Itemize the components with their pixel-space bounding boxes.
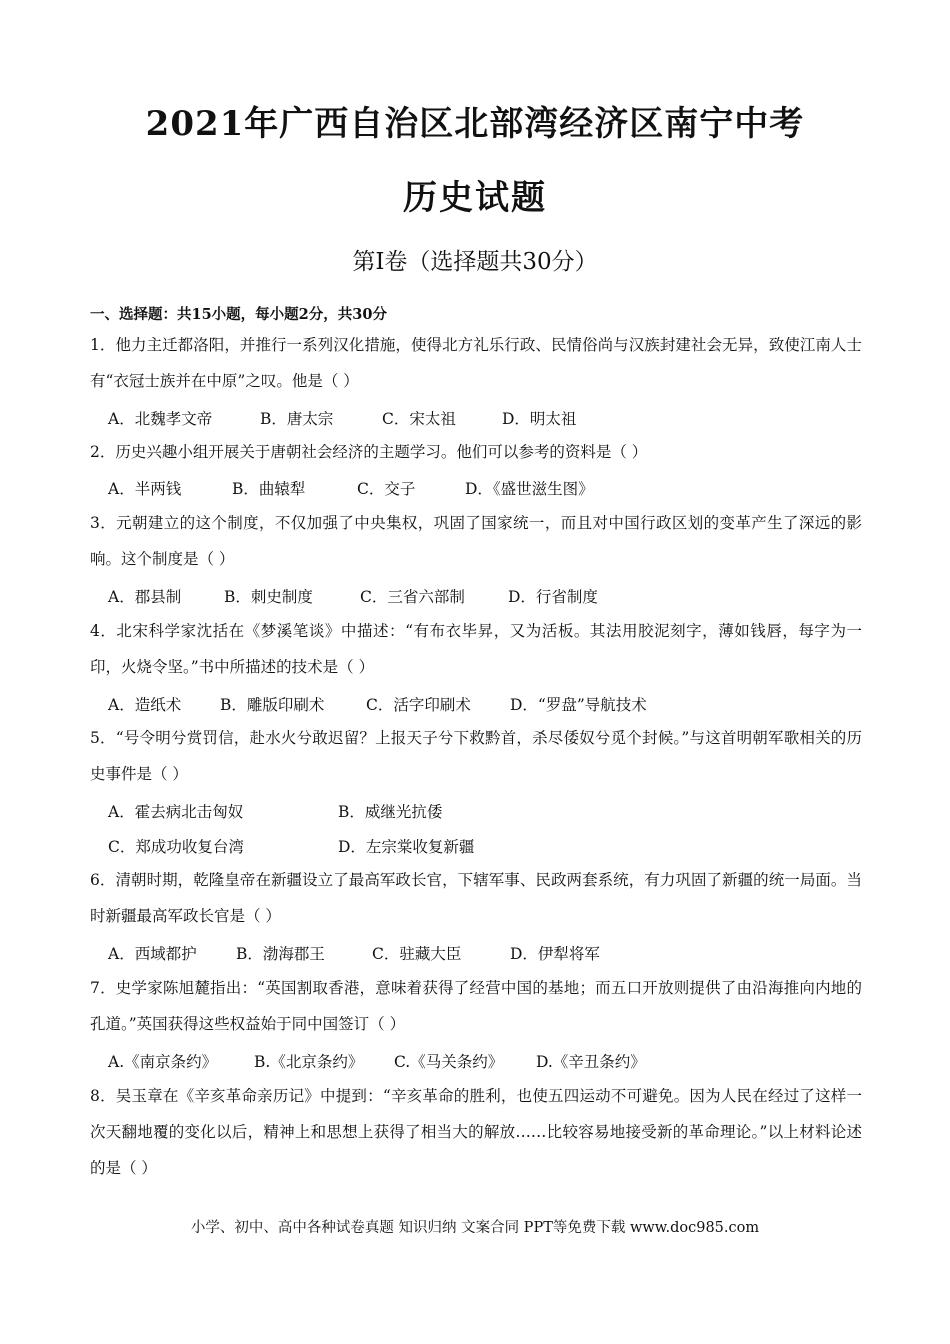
option: B．曲辕犁 xyxy=(232,480,306,498)
option: D.《辛丑条约》 xyxy=(536,1053,646,1071)
question-5-stem: 5．“号令明兮赏罚信，赴水火兮敢迟留？上报天子兮下救黔首，杀尽倭奴兮觅个封候。”与这首明朝军歌相关的历史事件是（ ） xyxy=(90,729,862,783)
option: A.《南京条约》 xyxy=(108,1053,218,1071)
option: C．交子 xyxy=(357,480,416,498)
option: C．郑成功收复台湾 xyxy=(108,838,244,856)
option: C.《马关条约》 xyxy=(394,1053,504,1071)
option: A．霍去病北击匈奴 xyxy=(108,803,244,821)
question-2-options xyxy=(108,477,594,499)
question-8-stem: 8．吴玉章在《辛亥革命亲历记》中提到：“辛亥革命的胜利，也使五四运动不可避免。因为人民在经过了这样一次天翻地覆的变化以后，精神上和思想上获得了相当大的解放……比较容易地接受新的革命理论。”以上材料论述的是（ ） xyxy=(90,1087,862,1177)
option: D．行省制度 xyxy=(508,588,598,606)
question-5-options-row-1 xyxy=(108,800,442,822)
option: B．刺史制度 xyxy=(224,588,313,606)
exam-title: 2021年广西自治区北部湾经济区南宁中考 xyxy=(145,104,805,144)
question-2-stem: 2．历史兴趣小组开展关于唐朝社会经济的主题学习。他们可以参考的资料是（ ） xyxy=(90,443,648,461)
option: C．驻藏大臣 xyxy=(372,945,462,963)
option: A．造纸术 xyxy=(108,696,182,714)
option: B．雕版印刷术 xyxy=(220,696,325,714)
option: B.《北京条约》 xyxy=(254,1053,364,1071)
section-heading: 一、选择题：共15小题，每小题2分，共30分 xyxy=(90,306,387,323)
question-1-options xyxy=(108,407,576,429)
option: D．“罗盘”导航技术 xyxy=(510,696,647,714)
option: C．宋太祖 xyxy=(382,410,456,428)
option: B．威继光抗倭 xyxy=(338,803,443,821)
option: D．伊犁将军 xyxy=(510,945,600,963)
question-4-stem: 4．北宋科学家沈括在《梦溪笔谈》中描述：“有布衣毕昇，又为活板。其法用胶泥刻字，薄如钱唇，每字为一印，火烧令坚。”书中所描述的技术是（ ） xyxy=(90,622,862,676)
option: A．郡县制 xyxy=(108,588,182,606)
option: D．左宗棠收复新疆 xyxy=(338,838,475,856)
option: D．《盛世滋生图》 xyxy=(465,480,594,498)
question-7-options xyxy=(108,1050,646,1072)
question-7-stem: 7．史学家陈旭麓指出：“英国割取香港，意味着获得了经营中国的基地；而五口开放则提供了由沿海推向内地的孔道。”英国获得这些权益始于同中国签订（ ） xyxy=(90,979,862,1033)
question-3-stem: 3．元朝建立的这个制度，不仅加强了中央集权，巩固了国家统一，而且对中国行政区划的变革产生了深远的影响。这个制度是（ ） xyxy=(90,514,862,568)
option: D．明太祖 xyxy=(502,410,577,428)
question-6-options xyxy=(108,942,600,964)
option: B．渤海郡王 xyxy=(236,945,325,963)
option: A．半两钱 xyxy=(108,480,182,498)
question-1-stem: 1．他力主迁都洛阳，并推行一系列汉化措施，使得北方礼乐行政、民情俗尚与汉族封建社会无异，致使江南人士有“衣冠士族并在中原”之叹。他是（ ） xyxy=(90,336,862,390)
option: A．北魏孝文帝 xyxy=(108,410,213,428)
option: C．三省六部制 xyxy=(360,588,465,606)
question-5-options-row-2 xyxy=(108,835,474,857)
question-6-stem: 6．清朝时期，乾隆皇帝在新疆设立了最高军政长官，下辖军事、民政两套系统，有力巩固了新疆的统一局面。当时新疆最高军政长官是（ ） xyxy=(90,871,862,925)
question-3-options xyxy=(108,585,598,607)
exam-subtitle: 历史试题 xyxy=(403,178,547,218)
option: B．唐太宗 xyxy=(260,410,334,428)
option: C．活字印刷术 xyxy=(366,696,471,714)
question-4-options xyxy=(108,693,647,715)
part-heading: 第Ⅰ卷（选择题共30分） xyxy=(352,249,598,275)
option: A．西域都护 xyxy=(108,945,197,963)
footer-text: 小学、初中、高中各种试卷真题 知识归纳 文案合同 PPT等免费下载 www.doc985.com xyxy=(190,1220,760,1236)
